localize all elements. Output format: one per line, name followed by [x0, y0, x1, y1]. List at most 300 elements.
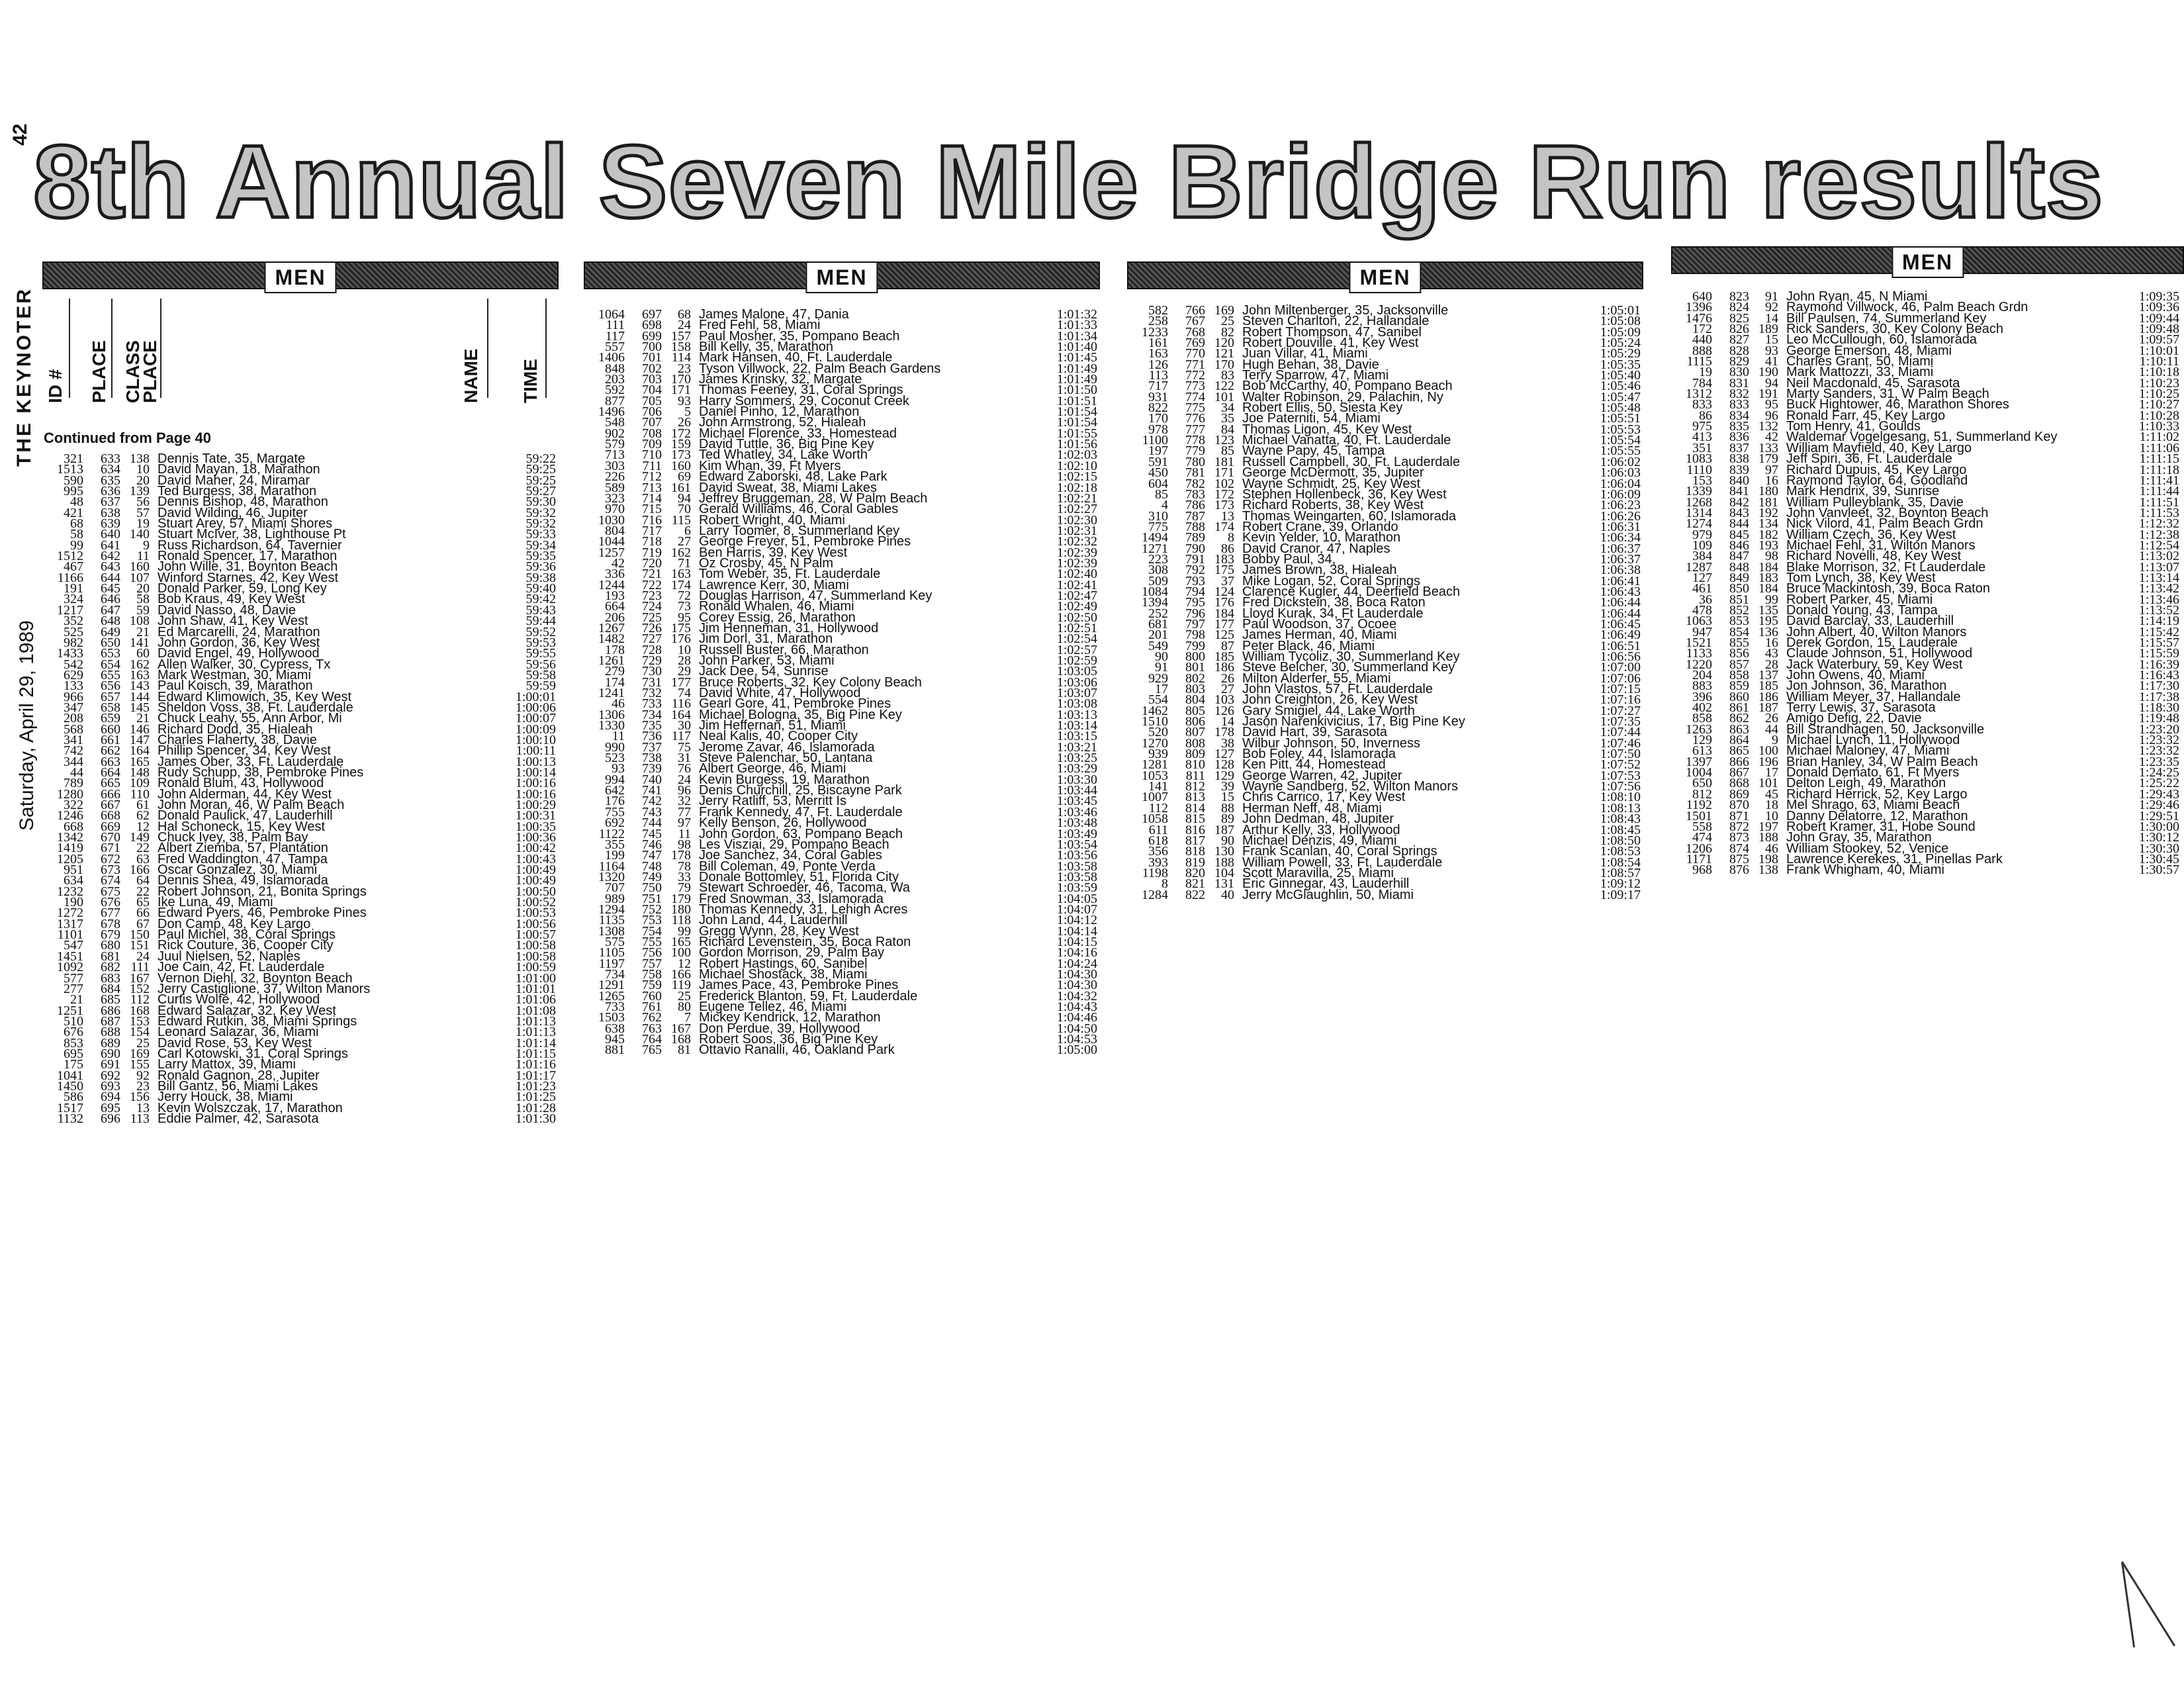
result-id: 461 [1692, 581, 1712, 596]
result-id: 206 [605, 610, 625, 625]
result-name: Dennis Tate, 35, Margate [158, 451, 306, 466]
result-class-place: 152 [130, 981, 150, 996]
result-place: 861 [1729, 700, 1749, 716]
result-time: 1:04:14 [1056, 923, 1097, 939]
result-time: 1:05:46 [1600, 379, 1641, 394]
result-class-place: 131 [1214, 876, 1234, 892]
result-place: 798 [1185, 628, 1205, 643]
result-class-place: 187 [1214, 822, 1234, 837]
result-place: 642 [101, 549, 120, 564]
result-time: 1:00:56 [515, 916, 556, 931]
result-class-place: 10 [1765, 808, 1778, 823]
result-place: 710 [642, 447, 662, 463]
result-class-place: 107 [130, 570, 150, 585]
result-id: 650 [1692, 776, 1712, 791]
result-id: 1232 [57, 884, 83, 899]
result-class-place: 39 [1221, 779, 1234, 794]
result-class-place: 159 [671, 437, 691, 452]
result-place: 850 [1729, 581, 1749, 596]
result-id: 1206 [1686, 841, 1712, 856]
result-id: 634 [64, 873, 83, 888]
result-id: 966 [64, 689, 83, 704]
result-time: 1:05:09 [1600, 324, 1641, 340]
results-list [584, 309, 1100, 1056]
result-id: 557 [605, 340, 625, 355]
result-time: 1:30:12 [2138, 830, 2179, 845]
result-id: 947 [1692, 624, 1712, 639]
result-id: 1171 [1686, 851, 1712, 867]
result-place: 733 [642, 696, 662, 712]
result-name: Leonard Salazar, 36, Miami [158, 1025, 319, 1040]
result-name: Jerry Houck, 38, Miami [158, 1090, 293, 1105]
result-place: 863 [1729, 722, 1749, 737]
result-place: 772 [1185, 368, 1205, 383]
result-class-place: 26 [1221, 671, 1234, 686]
result-name: Ottavio Ranalli, 46, Oakland Park [699, 1043, 895, 1058]
result-class-place: 195 [1758, 614, 1778, 629]
result-place: 808 [1185, 735, 1205, 751]
result-id: 113 [1148, 368, 1168, 383]
result-id: 613 [1692, 743, 1712, 759]
result-name: Daniel Pinho, 12, Marathon [699, 404, 860, 420]
result-id: 742 [64, 743, 83, 759]
result-name: Rick Sanders, 30, Key Colony Beach [1786, 322, 2003, 337]
result-class-place: 111 [130, 960, 150, 975]
result-id: 450 [1148, 465, 1168, 481]
result-class-place: 147 [130, 732, 150, 747]
result-name: Gordon Morrison, 29, Palm Bay [699, 945, 885, 961]
result-time: 1:02:32 [1056, 534, 1097, 549]
result-class-place: 157 [671, 328, 691, 344]
result-name: Ted Whatley, 34, Lake Worth [699, 447, 868, 463]
result-time: 59:36 [525, 559, 556, 575]
result-class-place: 66 [136, 906, 150, 921]
result-class-place: 15 [1221, 790, 1234, 805]
result-name: Danny Delatorre, 12, Marathon [1786, 808, 1968, 823]
result-time: 1:04:32 [1056, 988, 1097, 1004]
result-id: 994 [605, 772, 625, 787]
result-name: James Ober, 33, Ft. Lauderdale [158, 754, 344, 769]
result-place: 698 [642, 318, 662, 333]
result-time: 1:08:50 [1600, 833, 1641, 848]
result-id: 638 [605, 1021, 625, 1036]
result-class-place: 104 [1214, 865, 1234, 880]
result-time: 1:06:31 [1600, 519, 1641, 534]
result-class-place: 164 [671, 707, 691, 722]
result-class-place: 162 [671, 545, 691, 560]
result-time: 1:02:41 [1056, 577, 1097, 592]
result-time: 1:05:47 [1600, 389, 1641, 404]
result-place: 774 [1185, 389, 1205, 404]
result-id: 1244 [598, 577, 625, 592]
publication-date: Saturday, April 29, 1989 [16, 620, 38, 831]
result-place: 771 [1185, 357, 1205, 372]
result-time: 1:07:52 [1600, 757, 1641, 773]
result-id: 1320 [598, 869, 625, 884]
result-name: Tom Lynch, 38, Key West [1786, 570, 1936, 585]
result-place: 788 [1185, 519, 1205, 534]
result-id: 833 [1692, 397, 1712, 412]
result-time: 1:03:15 [1056, 729, 1097, 744]
result-time: 1:06:23 [1600, 498, 1641, 513]
page-headline: 8th Annual Seven Mile Bridge Run results [33, 124, 2104, 240]
result-time: 1:03:06 [1056, 675, 1097, 690]
result-place: 778 [1185, 433, 1205, 448]
result-time: 1:03:46 [1056, 804, 1097, 820]
result-id: 1314 [1686, 505, 1712, 520]
result-class-place: 180 [671, 902, 691, 917]
result-time: 1:30:00 [2138, 819, 2179, 834]
result-id: 1267 [598, 620, 625, 635]
result-place: 813 [1185, 790, 1205, 805]
result-class-place: 99 [678, 923, 691, 939]
result-class-place: 62 [136, 808, 150, 823]
result-name: Albert George, 46, Miami [699, 761, 846, 776]
result-time: 1:05:24 [1600, 336, 1641, 351]
result-id: 178 [605, 642, 625, 657]
result-time: 1:09:35 [2138, 289, 2179, 304]
result-place: 826 [1729, 322, 1749, 337]
result-id: 929 [1148, 671, 1168, 686]
result-id: 664 [605, 599, 625, 614]
result-id: 413 [1692, 430, 1712, 445]
result-place: 640 [101, 527, 120, 542]
result-id: 170 [1148, 411, 1168, 426]
result-place: 681 [101, 949, 120, 964]
result-name: Bob McCarthy, 40, Pompano Beach [1242, 379, 1453, 394]
result-name: James Krinsky, 32, Margate [699, 372, 862, 387]
result-place: 868 [1729, 776, 1749, 791]
result-id: 1105 [598, 945, 625, 961]
result-place: 684 [101, 981, 120, 996]
result-place: 766 [1185, 303, 1205, 318]
result-class-place: 28 [678, 653, 691, 668]
results-list [1671, 291, 2184, 876]
result-time: 1:19:48 [2138, 711, 2179, 726]
result-class-place: 90 [1221, 833, 1234, 848]
result-id: 707 [605, 880, 625, 896]
result-place: 867 [1729, 765, 1749, 780]
result-place: 696 [101, 1111, 120, 1126]
result-class-place: 18 [1765, 798, 1778, 813]
result-time: 1:03:48 [1056, 816, 1097, 831]
result-time: 1:03:14 [1056, 718, 1097, 733]
result-name: Stuart Arey, 57, Miami Shores [158, 516, 333, 532]
result-place: 761 [642, 1000, 662, 1014]
result-class-place: 109 [130, 776, 150, 791]
result-time: 1:07:50 [1600, 747, 1641, 762]
result-time: 1:00:16 [515, 786, 556, 802]
result-id: 668 [64, 819, 83, 834]
page-number: 42 [9, 123, 31, 146]
result-place: 860 [1729, 689, 1749, 704]
result-name: Curtis Wolfe, 42, Hollywood [158, 992, 320, 1008]
result-class-place: 63 [136, 851, 150, 867]
result-name: Douglas Harrison, 47, Summerland Key [699, 588, 933, 603]
result-name: Ken Pitt, 44, Homestead [1242, 757, 1386, 773]
result-place: 657 [101, 689, 120, 704]
result-time: 1:08:53 [1600, 844, 1641, 859]
result-time: 1:00:57 [515, 927, 556, 943]
result-time: 1:10:18 [2138, 365, 2179, 380]
result-time: 59:43 [525, 602, 556, 618]
result-time: 59:44 [525, 614, 556, 629]
result-class-place: 56 [136, 494, 150, 510]
result-id: 99 [70, 538, 83, 553]
result-time: 1:00:50 [515, 884, 556, 899]
result-place: 744 [642, 816, 662, 831]
result-place: 703 [642, 372, 662, 387]
result-id: 858 [1692, 711, 1712, 726]
result-id: 1064 [598, 307, 625, 322]
result-place: 805 [1185, 703, 1205, 718]
result-name: Steve Palenchar, 50, Lantana [699, 751, 873, 766]
result-id: 1246 [57, 808, 83, 823]
result-time: 1:18:30 [2138, 700, 2179, 716]
result-time: 1:06:37 [1600, 541, 1641, 556]
result-name: John Dedman, 48, Jupiter [1242, 812, 1394, 827]
result-name: John Wille, 31, Boynton Beach [158, 559, 338, 575]
result-place: 654 [101, 657, 120, 672]
result-name: William Mayfield, 40, Key Largo [1786, 440, 1972, 455]
result-id: 226 [605, 469, 625, 485]
result-time: 1:01:13 [515, 1013, 556, 1029]
result-id: 591 [1148, 454, 1168, 469]
result-name: John Moran, 46, W Palm Beach [158, 798, 345, 812]
result-id: 252 [1148, 606, 1168, 621]
result-place: 716 [642, 512, 662, 528]
result-place: 755 [642, 934, 662, 949]
result-name: Edward Salazar, 32, Key West [158, 1003, 336, 1018]
publication-name: THE KEYNOTER [13, 287, 35, 467]
result-time: 1:07:16 [1600, 692, 1641, 708]
result-time: 59:22 [525, 451, 556, 466]
result-class-place: 73 [678, 599, 691, 614]
result-class-place: 126 [1214, 703, 1234, 718]
result-time: 1:00:16 [515, 776, 556, 791]
result-class-place: 16 [1765, 473, 1778, 488]
result-time: 1:06:44 [1600, 606, 1641, 621]
result-place: 758 [642, 966, 662, 982]
result-name: James Brown, 38, Hialeah [1242, 563, 1397, 578]
result-name: Mickey Kendrick, 12, Marathon [699, 1010, 881, 1025]
result-id: 351 [1692, 440, 1712, 455]
result-class-place: 100 [1758, 743, 1778, 759]
result-class-place: 162 [130, 657, 150, 672]
result-time: 1:00:58 [515, 949, 556, 964]
result-time: 59:40 [525, 581, 556, 596]
result-time: 1:11:06 [2139, 440, 2179, 455]
result-class-place: 101 [1758, 776, 1778, 791]
result-class-place: 11 [136, 549, 150, 564]
result-place: 787 [1185, 508, 1205, 524]
result-time: 1:02:39 [1056, 545, 1097, 560]
result-place: 633 [101, 451, 120, 466]
result-name: Bill Gantz, 56, Miami Lakes [158, 1078, 318, 1094]
result-id: 629 [64, 667, 83, 682]
result-id: 1220 [1686, 657, 1712, 672]
result-class-place: 143 [130, 679, 150, 694]
result-time: 1:00:06 [515, 700, 556, 715]
result-time: 1:03:05 [1056, 664, 1097, 679]
result-place: 747 [642, 848, 662, 863]
results-column-1 [42, 261, 559, 1124]
result-class-place: 61 [136, 798, 150, 812]
result-id: 979 [1692, 527, 1712, 542]
result-class-place: 137 [1758, 668, 1778, 683]
result-name: Clarence Kugler, 44, Deerfield Beach [1242, 584, 1461, 599]
result-id: 755 [605, 804, 625, 820]
result-name: Claude Johnson, 51, Hollywood [1786, 646, 1973, 661]
result-id: 1294 [598, 902, 625, 917]
result-place: 751 [642, 891, 662, 906]
result-id: 1044 [598, 534, 625, 549]
result-name: Bob Kraus, 49, Key West [158, 592, 306, 607]
results-column-3 [1127, 261, 1643, 900]
result-id: 1092 [57, 960, 83, 975]
result-id: 692 [605, 816, 625, 831]
result-time: 1:16:43 [2138, 668, 2179, 683]
result-name: Phillip Spencer, 34, Key West [158, 743, 331, 759]
result-class-place: 145 [130, 700, 150, 715]
result-name: David Nasso, 48, Davie [158, 602, 296, 618]
result-time: 1:01:50 [1056, 383, 1097, 398]
result-place: 715 [642, 502, 662, 517]
result-name: Charles Grant, 50, Miami [1786, 354, 1934, 369]
result-time: 1:15:42 [2138, 624, 2179, 639]
result-time: 1:03:49 [1056, 826, 1097, 841]
result-time: 59:59 [525, 679, 556, 694]
result-name: George Freyer, 51, Pembroke Pines [699, 534, 911, 549]
result-id: 1501 [1686, 808, 1712, 823]
result-id: 153 [1692, 473, 1712, 488]
result-name: John Ryan, 45, N Miami [1786, 289, 1928, 304]
result-class-place: 176 [671, 632, 691, 647]
result-name: John Armstrong, 52, Hialeah [699, 415, 866, 430]
result-class-place: 163 [130, 667, 150, 682]
result-place: 848 [1729, 559, 1749, 575]
result-place: 858 [1729, 668, 1749, 683]
result-class-place: 151 [130, 938, 150, 953]
result-id: 1270 [1142, 735, 1168, 751]
result-place: 689 [101, 1035, 120, 1051]
result-name: Richard Herrick, 52, Key Largo [1786, 786, 1968, 802]
result-name: Stewart Schroeder, 46, Tacoma, Wa [699, 880, 911, 896]
result-class-place: 189 [1758, 322, 1778, 337]
result-name: Robert Ellis, 50, Siesta Key [1242, 400, 1403, 416]
result-place: 831 [1729, 375, 1749, 391]
result-id: 4 [1161, 498, 1168, 513]
result-place: 849 [1729, 570, 1749, 585]
result-id: 1257 [598, 545, 625, 560]
result-place: 757 [642, 956, 662, 971]
result-class-place: 185 [1214, 649, 1234, 664]
result-class-place: 166 [671, 966, 691, 982]
header-id: ID # [45, 369, 66, 403]
result-class-place: 81 [678, 1043, 691, 1058]
result-name: Kevin Wolszczak, 17, Marathon [158, 1100, 343, 1115]
result-id: 1433 [57, 646, 83, 661]
result-name: Kevin Burgess, 19, Marathon [699, 772, 870, 787]
result-id: 1265 [598, 988, 625, 1004]
result-id: 822 [1148, 400, 1168, 416]
result-class-place: 25 [678, 988, 691, 1004]
result-place: 644 [101, 570, 120, 585]
result-name: Russell Campbell, 30, Ft. Lauderdale [1242, 454, 1461, 469]
result-place: 738 [642, 751, 662, 766]
result-id: 939 [1148, 747, 1168, 762]
result-class-place: 130 [1214, 844, 1234, 859]
result-name: Gerald Williams, 46, Coral Gables [699, 502, 899, 517]
result-name: Jerry Castiglione, 37, Wilton Manors [158, 981, 371, 996]
result-time: 1:08:10 [1600, 790, 1641, 805]
result-time: 1:13:46 [2138, 592, 2179, 607]
result-id: 582 [1148, 303, 1168, 318]
result-time: 1:10:11 [2139, 354, 2179, 369]
result-time: 1:03:58 [1056, 859, 1097, 874]
result-class-place: 191 [1758, 387, 1778, 402]
result-time: 1:06:41 [1600, 573, 1641, 588]
result-class-place: 45 [1765, 786, 1778, 802]
result-id: 990 [605, 739, 625, 755]
result-name: John Owens, 40, Miami [1786, 668, 1925, 683]
result-name: Gary Smigiel, 44, Lake Worth [1242, 703, 1415, 718]
result-time: 59:30 [525, 494, 556, 510]
result-name: David Tuttle, 36, Big Pine Key [699, 437, 874, 452]
result-id: 547 [64, 938, 83, 953]
result-class-place: 13 [136, 1100, 150, 1115]
header-place: PLACE [89, 340, 109, 403]
result-place: 638 [101, 505, 120, 520]
result-place: 833 [1729, 397, 1749, 412]
result-time: 1:05:35 [1600, 357, 1641, 372]
result-class-place: 188 [1214, 855, 1234, 870]
result-name: Michael Vanatta, 40, Ft. Lauderdale [1242, 433, 1451, 448]
result-time: 1:04:07 [1056, 902, 1097, 917]
result-time: 1:08:57 [1600, 865, 1641, 880]
result-id: 812 [1692, 786, 1712, 802]
result-id: 548 [605, 415, 625, 430]
result-name: Sheldon Voss, 38, Ft. Lauderdale [158, 700, 353, 715]
result-class-place: 177 [671, 675, 691, 690]
result-class-place: 119 [671, 978, 691, 993]
result-class-place: 95 [678, 610, 691, 625]
result-id: 784 [1692, 375, 1712, 391]
result-place: 749 [642, 869, 662, 884]
result-name: David Maher, 24, Miramar [158, 473, 310, 488]
result-place: 659 [101, 711, 120, 726]
result-class-place: 164 [130, 743, 150, 759]
result-id: 995 [64, 484, 83, 499]
result-name: Steve Belcher, 30, Summerland Key [1242, 660, 1455, 675]
result-time: 1:06:37 [1600, 551, 1641, 567]
result-class-place: 97 [1765, 462, 1778, 477]
result-class-place: 7 [684, 1010, 691, 1025]
result-name: Gregg Wynn, 28, Key West [699, 923, 859, 939]
result-class-place: 14 [1765, 310, 1778, 326]
result-name: Mark Hendrix, 39, Sunrise [1786, 484, 1940, 499]
result-place: 872 [1729, 819, 1749, 834]
result-name: Stephen Hollenbeck, 36, Key West [1242, 487, 1447, 502]
result-name: David Wilding, 46, Jupiter [158, 505, 308, 520]
section-banner [584, 261, 1100, 289]
result-name: Blake Morrison, 32, Ft Lauderdale [1786, 559, 1986, 575]
result-name: George McDermott, 35, Jupiter [1242, 465, 1424, 481]
result-id: 176 [605, 794, 625, 809]
result-name: Donale Bottomley, 51, Florida City [699, 869, 899, 884]
result-id: 848 [605, 361, 625, 376]
result-name: John Vlastos, 57, Ft. Lauderdale [1242, 682, 1433, 697]
